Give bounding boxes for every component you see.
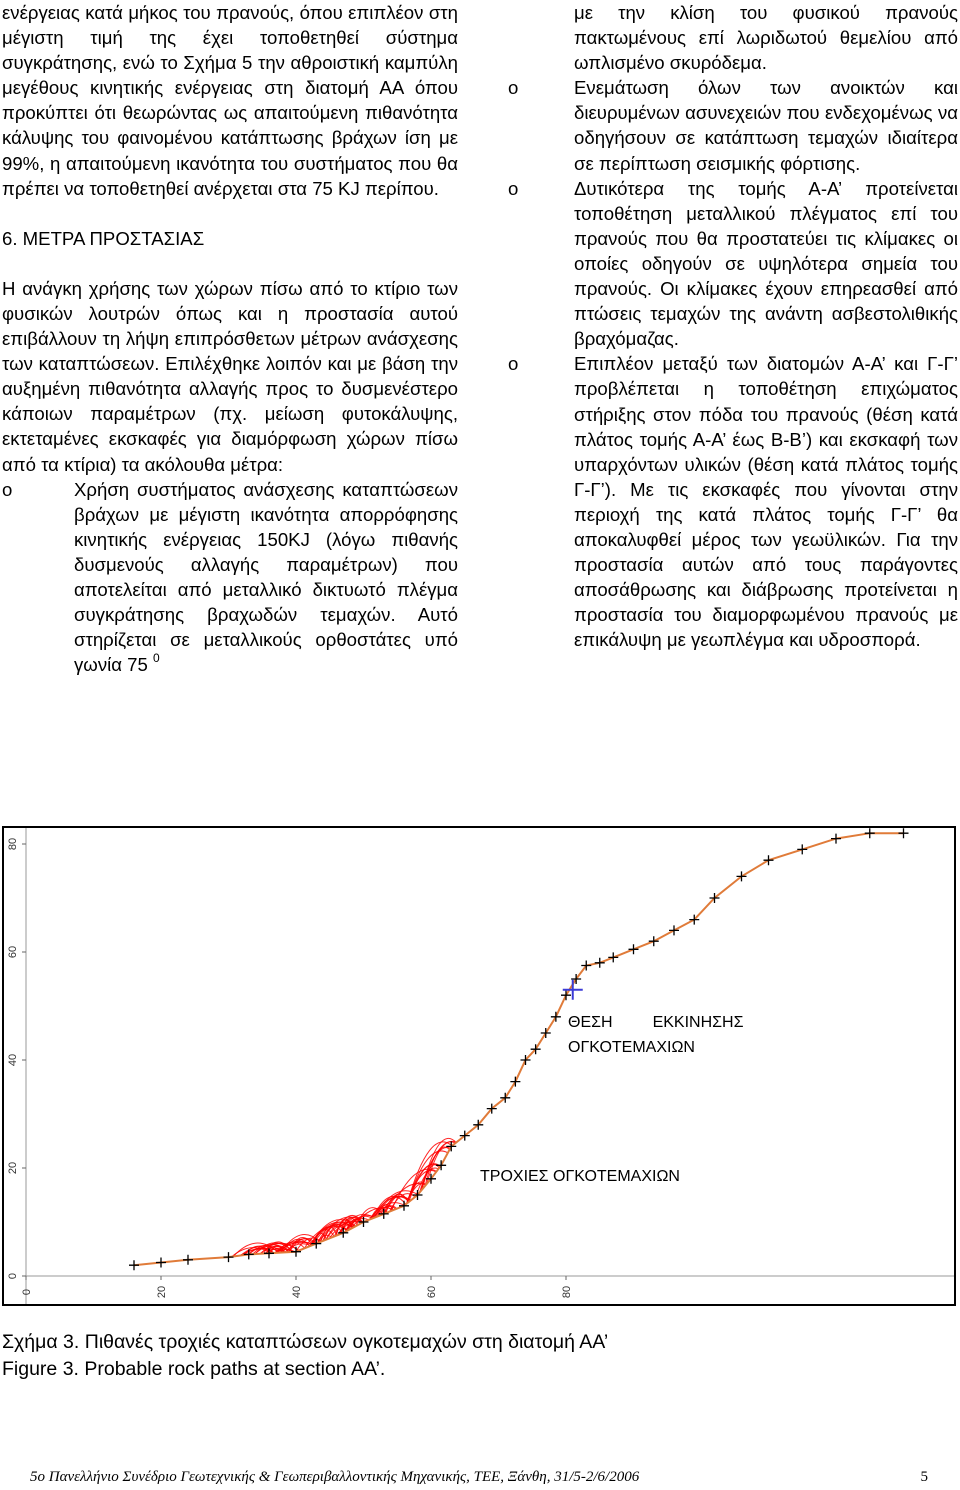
bullet-marker: o [2, 478, 13, 500]
list-item [2, 477, 458, 678]
x-tick-label: 80 [561, 1285, 573, 1299]
y-tick-label: 20 [7, 1161, 19, 1175]
bullet-text: Επιπλέον μεταξύ των διατομών Α-Α’ και Γ-Γ’ προβλέπεται η τοποθέτηση επιχώματος στήριξης στον πόδα του πρανούς (θέση κατά πλάτος τομής Α-Α’ έως Β-Β’) και εκσκαφή των υπαρχόντων υλικών (θέση κατά πλάτος τομής Γ-Γ’). Με τις εκσκαφές που γίνονται στην περιοχή της κατά πλάτος τομής Γ-Γ’ θα αποκαλυφθεί μέρος των γεωϋλικών. Για την προστασία αυτών από τους παράγοντες αποσάθρωσης και διάβρωσης προτείνεται η προστασία του διαμορφωμένου πρανούς με επικάλυψη με γεωπλέγμα και υδροσπορά. [574, 353, 958, 651]
label-start-line2: ΟΓΚΟΤΕΜΑΧΙΩΝ [568, 1039, 695, 1056]
intro-paragraph: ενέργειας κατά μήκος του πρανούς, όπου επιπλέον στη μέγιστη τιμή της έχει τοποθετηθεί σύστημα συγκράτησης, ενώ το Σχήμα 5 την αθροιστική καμπύλη μεγέθους κινητικής ενέργειας στη διατομή ΑΑ όπου προκύπτει ότι θεωρώντας ως απαιτούμενη πιθανότητα κάλυψης του φαινομένου κατάπτωσης βράχων ίση με 99%, η απαιτούμενη ικανότητα του συστήματος που θα πρέπει να τοποθετηθεί ανέρχεται στα 75 KJ περίπου. [2, 2, 458, 199]
y-tick-label: 80 [7, 837, 19, 851]
measures-list-continued [508, 75, 958, 652]
y-tick-label: 60 [7, 945, 19, 959]
x-tick-label: 0 [21, 1288, 33, 1296]
bullet-continuation: με την κλίση του φυσικού πρανούς πακτωμένους επί λωριδωτού θεμελίου από ωπλισμένο σκυρόδεμα. [574, 2, 958, 74]
page-number: 5 [920, 1469, 928, 1485]
caption-greek: Σχήμα 3. Πιθανές τροχιές καταπτώσεων ογκοτεμαχών στη διατομή ΑΑ’ [2, 1331, 609, 1353]
figure-frame [3, 827, 955, 1305]
bullet-text: Χρήση συστήματος ανάσχεσης καταπτώσεων βράχων με μέγιστη ικανότητα απορρόφησης κινητικής ενέργειας 150KJ (λόγω πιθανής δυσμενούς αλλαγής παραμέτρων) που αποτελείται από μεταλλικό δικτυωτό πλέγμα συγκράτησης βραχωδών τεμαχών. Αυτό στηρίζεται σε μεταλλικούς ορθοστάτες υπό γωνία 75 [74, 478, 458, 676]
x-tick-label: 40 [291, 1285, 303, 1299]
footer-text: 5ο Πανελλήνιο Συνέδριο Γεωτεχνικής & Γεωπεριβαλλοντικής Μηχανικής, ΤΕΕ, Ξάνθη, 31/5-2/6/2006 [30, 1469, 640, 1485]
bullet-marker: o [508, 77, 519, 99]
figure-caption [2, 1329, 608, 1383]
section-paragraph: Η ανάγκη χρήσης των χώρων πίσω από το κτίριο των φυσικών λουτρών όπως και η προστασία αυτού επιβάλλουν τη λήψη επιπρόσθετων μέτρων ανάσχεσης των καταπτώσεων. Επιλέχθηκε λοιπόν και με βάση την αυξημένη πιθανότητα αλλαγής προς το δυσμενέστερο κάποιων παραμέτρων (πχ. μείωση φυτοκάλυψης, εκτεταμένες εκσκαφές για διαμόρφωση χώρων πίσω από τα κτίρια) τα ακόλουθα μέτρα: [2, 277, 458, 475]
section-heading: 6. ΜΕΤΡΑ ΠΡΟΣΤΑΣΙΑΣ [2, 227, 205, 249]
page-footer [30, 1469, 928, 1486]
bullet-text: Ενεμάτωση όλων των ανοικτών και διευρυμένων ασυνεχειών που ενδεχομένως να οδηγήσουν σε κατάπτωση τεμαχών ιδιαίτερα σε περίπτωση σεισμικής φόρτισης. [574, 77, 958, 174]
label-rock-paths: ΤΡΟΧΙΕΣ ΟΓΚΟΤΕΜΑΧΙΩΝ [480, 1168, 680, 1185]
x-tick-label: 60 [426, 1285, 438, 1299]
y-tick-label: 0 [7, 1272, 19, 1280]
y-tick-label: 40 [7, 1053, 19, 1067]
bullet-text: Δυτικότερα της τομής Α-Α’ προτείνεται τοποθέτηση μεταλλικού πλέγματος επί του πρανούς που θα προστατεύει τις κλίμακες οι οποίες οδηγούν σε υψηλότερα σημεία του πρανούς. Οι κλίμακες έχουν επηρεασθεί από πτώσεις τεμαχών της ανάντη ασβεστολιθικής βραχόμαζας. [574, 177, 958, 350]
label-start-line1: ΘΕΣΗ ΕΚΚΙΝΗΣΗΣ [568, 1014, 744, 1031]
bullet-marker: o [508, 353, 519, 375]
measures-list [2, 477, 458, 678]
x-tick-label: 20 [156, 1285, 168, 1299]
right-column [508, 0, 958, 652]
bullet-marker: o [508, 177, 519, 199]
left-column [2, 0, 458, 677]
degree-superscript: 0 [153, 651, 160, 666]
caption-english: Figure 3. Probable rock paths at section AA’. [2, 1358, 386, 1380]
list-item [508, 75, 958, 175]
list-item [508, 351, 958, 652]
list-item [508, 176, 958, 352]
rockfall-figure [2, 826, 956, 1306]
